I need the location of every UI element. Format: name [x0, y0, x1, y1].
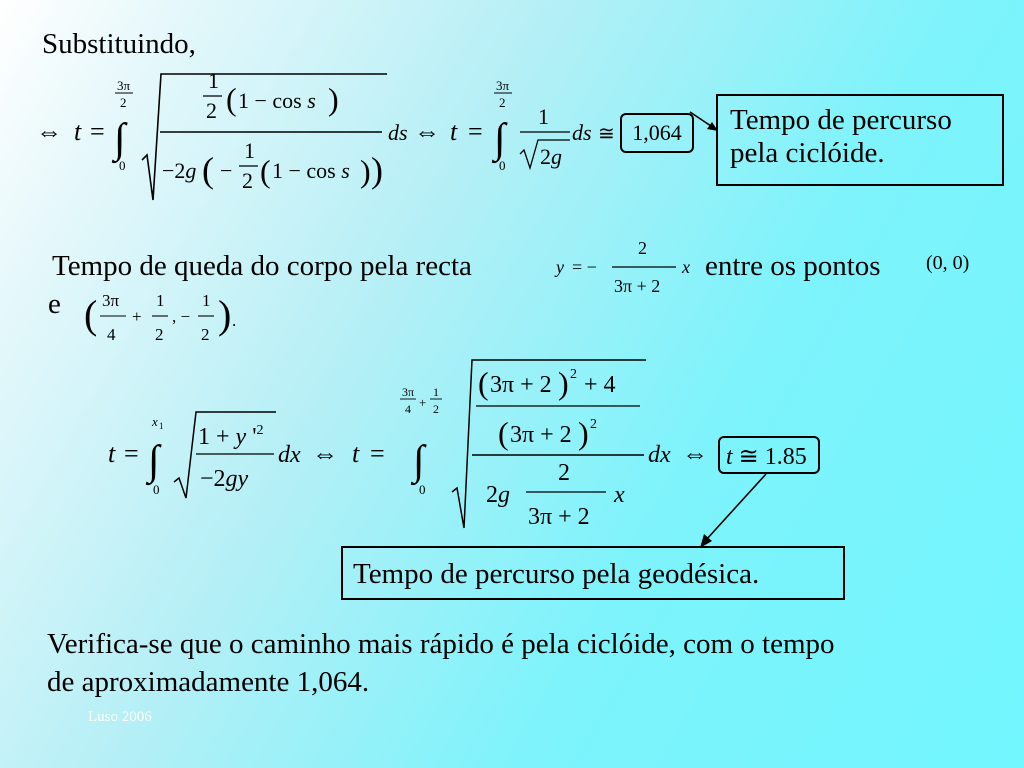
svg-text:3π: 3π	[496, 78, 510, 93]
approx-symbol: ≅	[738, 444, 759, 470]
svg-text:t: t	[450, 117, 458, 146]
svg-text:2: 2	[120, 95, 127, 110]
svg-text:+ 4: + 4	[584, 372, 616, 398]
conclusion	[47, 628, 1007, 700]
svg-text:2g: 2g	[540, 144, 562, 169]
callout-cycloid-line1: Tempo de percurso	[730, 104, 952, 136]
callout-cycloid-line2: pela ciclóide.	[730, 137, 885, 170]
conclusion-line1: Verifica-se que o caminho mais rápido é pela ciclóide, com o tempo	[47, 628, 835, 660]
svg-text:dx: dx	[278, 442, 301, 468]
svg-text:∫: ∫	[114, 116, 126, 162]
svg-text:−2g: −2g	[162, 158, 197, 183]
svg-text:dx: dx	[648, 442, 671, 468]
svg-text:≅: ≅	[598, 123, 615, 145]
point-origin: (0, 0)	[926, 252, 970, 274]
svg-text:2: 2	[433, 402, 439, 416]
svg-text:1: 1	[433, 385, 439, 399]
svg-text:2: 2	[155, 325, 164, 344]
svg-text:3π + 2: 3π + 2	[510, 422, 572, 448]
svg-text:0: 0	[419, 482, 426, 497]
svg-text:1: 1	[208, 70, 219, 93]
svg-text:2: 2	[206, 98, 217, 123]
svg-text:, −: , −	[172, 307, 191, 326]
svg-text:1: 1	[156, 291, 165, 310]
svg-text:1 − cos s: 1 − cos s	[238, 88, 316, 113]
svg-text:+: +	[419, 395, 427, 410]
conclusion-line2: de aproximadamente 1,064.	[47, 666, 370, 699]
svg-text:0: 0	[119, 158, 126, 173]
svg-text:): )	[328, 81, 339, 117]
svg-text:3π + 2: 3π + 2	[614, 276, 661, 296]
svg-text:1: 1	[244, 138, 255, 163]
svg-text:(: (	[260, 153, 271, 189]
svg-text:ds: ds	[388, 120, 408, 145]
svg-text:.: .	[232, 311, 237, 330]
equation-line	[552, 236, 702, 298]
result-value-geodesic: 1.85	[764, 444, 807, 470]
arrow-to-callout-geodesic	[690, 470, 770, 552]
result-variable-t: t	[726, 444, 733, 470]
svg-text:(: (	[202, 150, 214, 190]
svg-text:=: =	[124, 439, 139, 468]
svg-text:= −: = −	[572, 257, 597, 277]
svg-text:(: (	[498, 415, 509, 451]
svg-text:⇔: ⇔	[312, 439, 338, 468]
slide-heading: Substituindo,	[42, 28, 196, 60]
svg-text:4: 4	[107, 325, 116, 344]
callout-geodesic	[341, 546, 845, 600]
svg-text:3π: 3π	[117, 78, 131, 93]
svg-text:x: x	[682, 257, 690, 277]
paragraph-straight-line-a: Tempo de queda do corpo pela recta	[52, 250, 472, 282]
svg-text:2: 2	[570, 367, 577, 382]
svg-text:x: x	[152, 414, 158, 429]
svg-text:ds: ds	[572, 120, 592, 145]
svg-text:2: 2	[558, 460, 570, 486]
svg-text:y: y	[556, 257, 564, 277]
svg-text:2g: 2g	[486, 482, 510, 508]
svg-text:∫: ∫	[148, 438, 160, 484]
svg-text:): )	[371, 150, 383, 190]
svg-text:1 − cos s: 1 − cos s	[272, 158, 350, 183]
svg-text:2: 2	[590, 417, 597, 432]
svg-text:=: =	[370, 439, 385, 468]
svg-text:=: =	[90, 117, 105, 146]
svg-text:−: −	[220, 158, 233, 183]
equation-endpoint	[84, 286, 254, 348]
svg-text:2: 2	[201, 325, 210, 344]
svg-text:): )	[360, 153, 371, 189]
svg-text:(: (	[84, 292, 98, 337]
svg-text:−2gy: −2gy	[200, 466, 249, 492]
svg-text:3π + 2: 3π + 2	[528, 504, 590, 530]
equation-geodesic-time	[100, 352, 725, 537]
svg-text:t: t	[74, 117, 82, 146]
result-box-cycloid	[620, 113, 694, 153]
svg-text:2: 2	[638, 238, 647, 258]
svg-text:x: x	[614, 482, 625, 508]
svg-text:∫: ∫	[494, 116, 506, 162]
svg-text:t: t	[352, 439, 360, 468]
svg-text:1: 1	[159, 421, 164, 431]
svg-text:1 + y '2: 1 + y '$^2$	[198, 423, 264, 450]
svg-text:3π + 2: 3π + 2	[490, 372, 552, 398]
svg-text:∫: ∫	[413, 438, 425, 484]
callout-cycloid	[716, 94, 1004, 186]
svg-text:3π: 3π	[102, 291, 120, 310]
callout-geodesic-text: Tempo de percurso pela geodésica.	[353, 558, 760, 590]
svg-text:3π: 3π	[402, 385, 415, 399]
equation-cycloid-time	[30, 70, 700, 215]
paragraph-straight-line-c: e	[48, 288, 61, 320]
svg-text:1: 1	[202, 291, 211, 310]
svg-text:0: 0	[153, 482, 160, 497]
svg-text:2: 2	[499, 95, 506, 110]
svg-text:): )	[558, 365, 569, 401]
equiv-symbol: ⇔	[36, 117, 62, 146]
svg-text:0: 0	[499, 158, 506, 173]
footer-credit: Luso 2006	[88, 709, 152, 725]
svg-text:=: =	[468, 117, 483, 146]
svg-text:t: t	[108, 439, 116, 468]
svg-text:⇔: ⇔	[682, 439, 708, 468]
svg-text:): )	[578, 415, 589, 451]
svg-text:(: (	[478, 365, 489, 401]
paragraph-straight-line-b: entre os pontos	[705, 250, 881, 282]
svg-text:2: 2	[242, 168, 253, 193]
svg-text:): )	[218, 292, 232, 337]
svg-text:(: (	[226, 81, 237, 117]
svg-text:+: +	[132, 307, 142, 326]
svg-text:⇔: ⇔	[414, 117, 440, 146]
svg-text:4: 4	[405, 402, 411, 416]
result-box-geodesic	[718, 436, 820, 474]
result-value-cycloid: 1,064	[632, 120, 682, 145]
svg-text:1: 1	[538, 104, 549, 129]
